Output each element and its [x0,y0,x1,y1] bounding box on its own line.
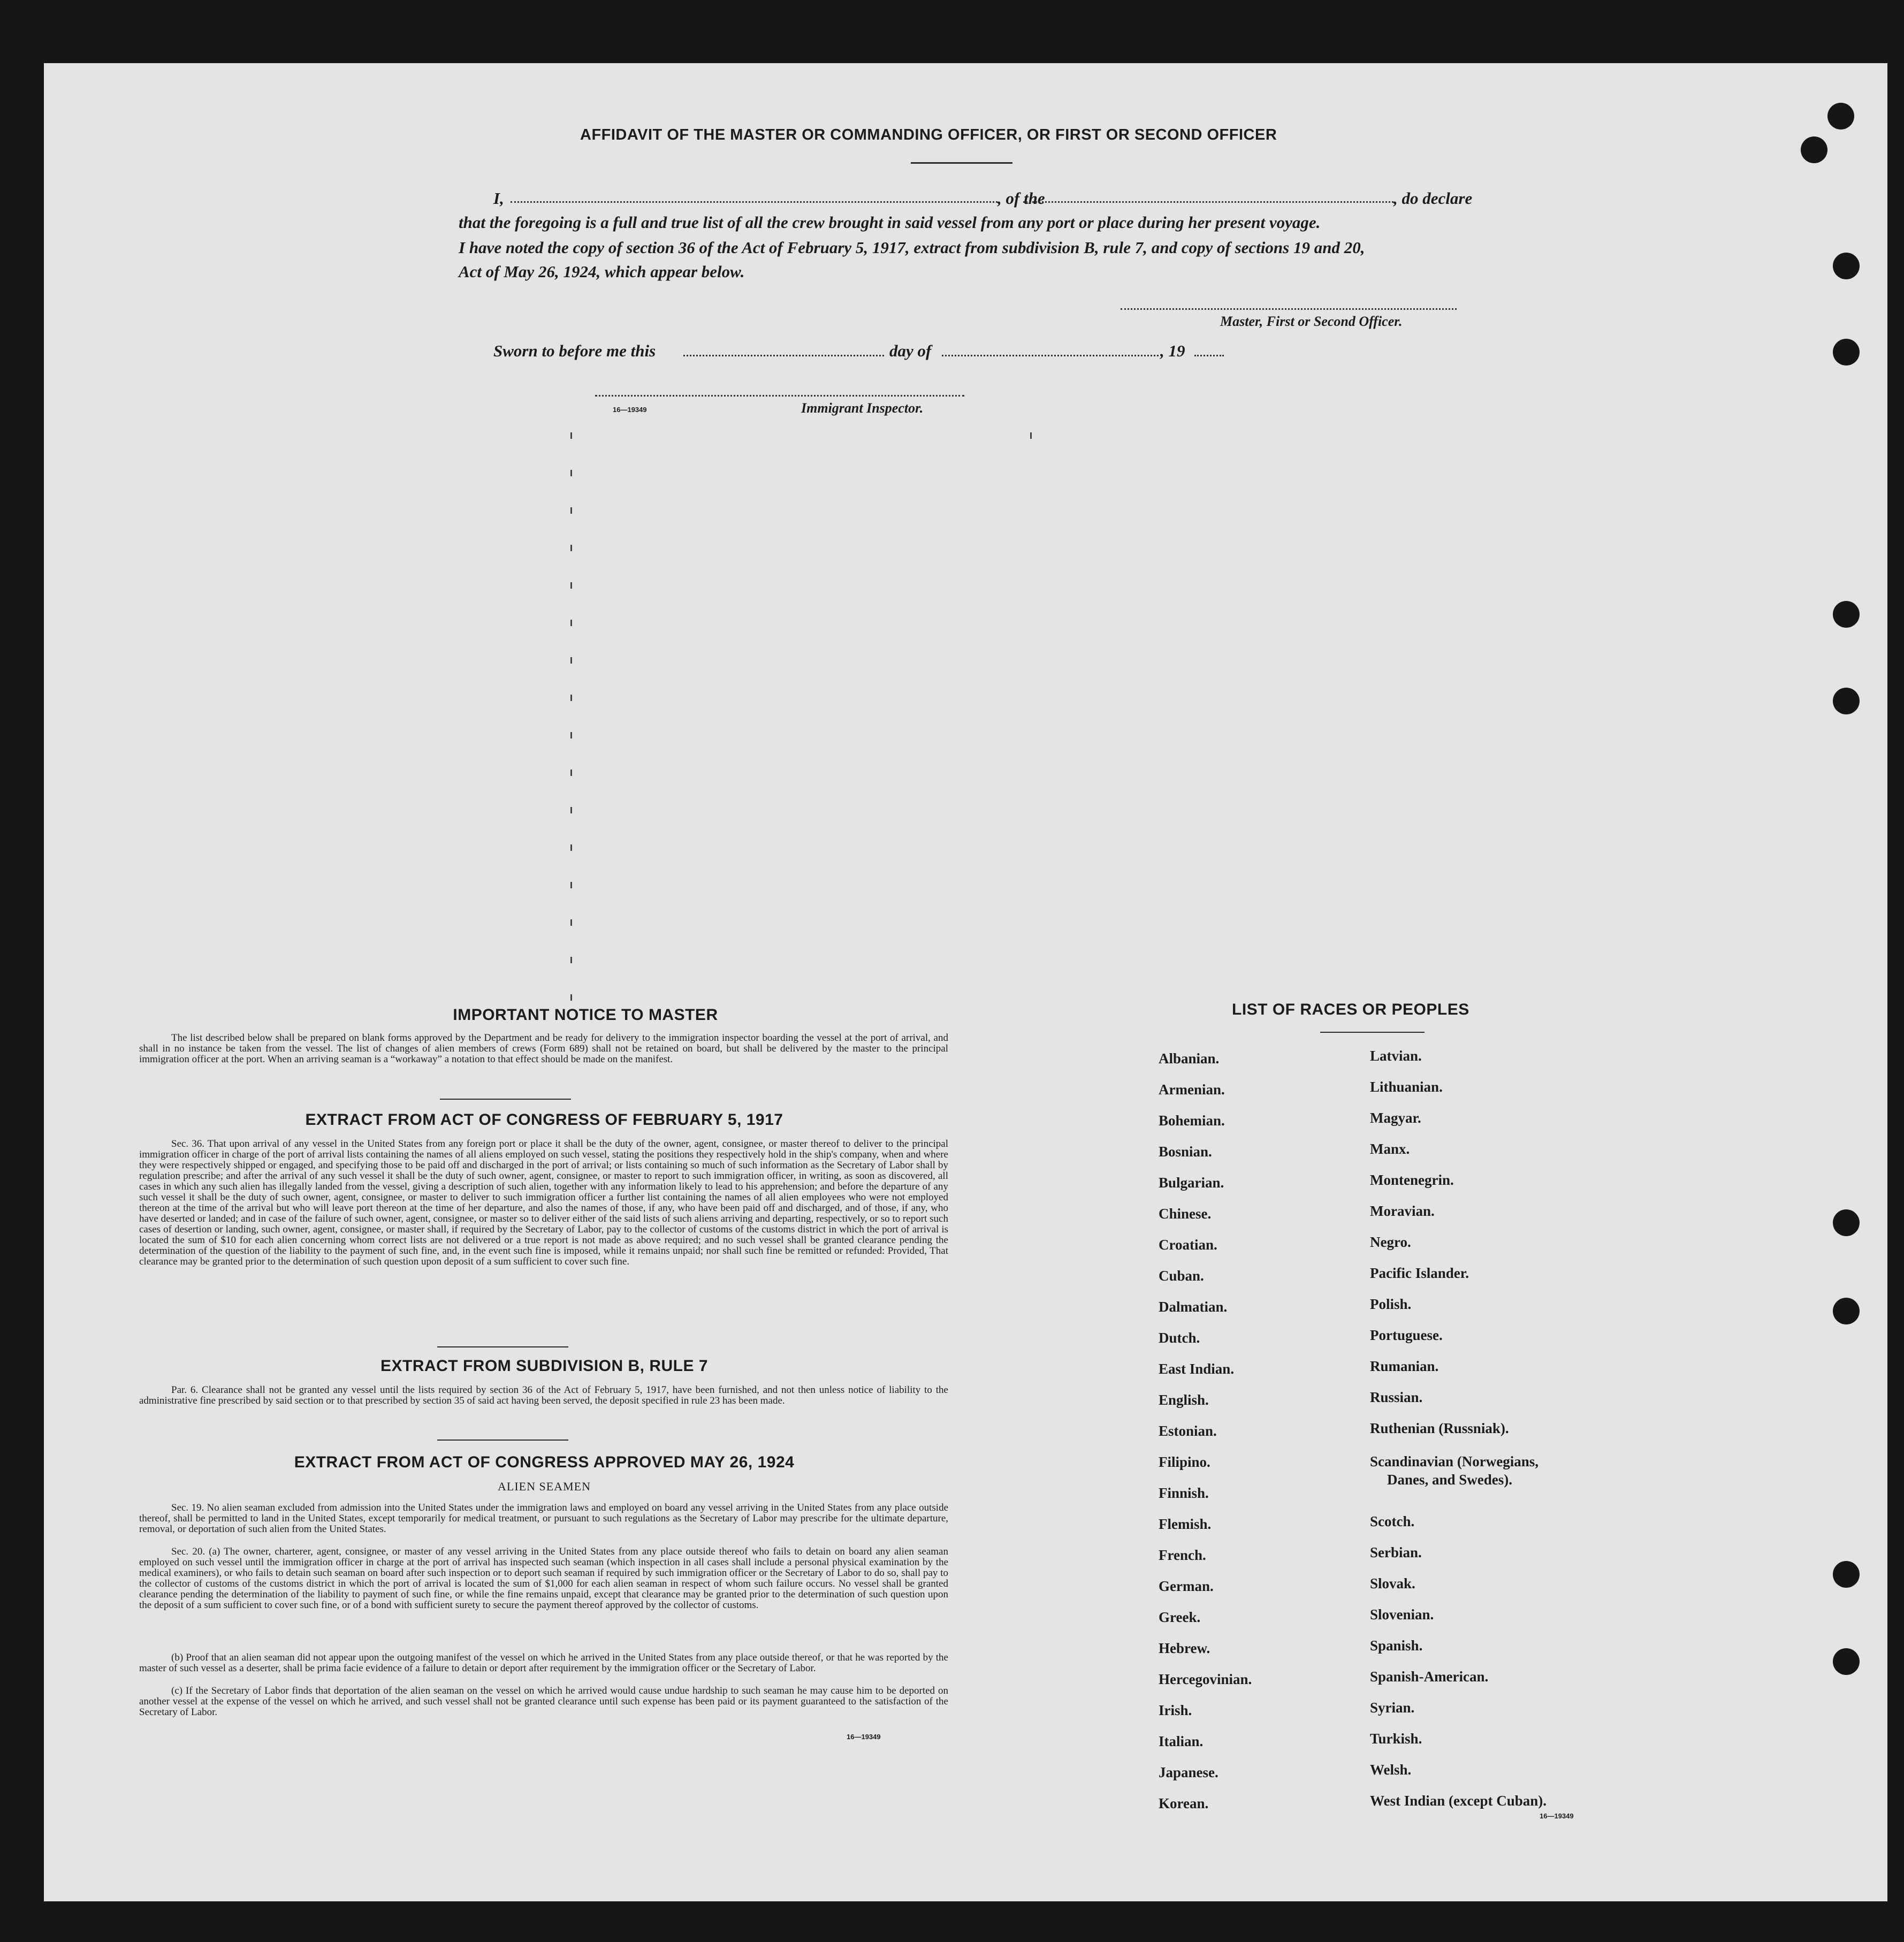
race-right-item: Lithuanian. [1370,1079,1443,1095]
race-left-item: Croatian. [1159,1237,1217,1253]
fold-mark [570,994,572,1001]
binder-hole [1833,688,1860,714]
divider [440,1099,571,1100]
inspector-caption: Immigrant Inspector. [801,400,924,416]
fold-mark [570,432,572,439]
fold-mark [570,545,572,551]
extract-1924-title: EXTRACT FROM ACT OF CONGRESS APPROVED MAY 26, 1924 [294,1453,795,1471]
binder-hole [1833,1298,1860,1324]
race-right-item: Latvian. [1370,1048,1422,1064]
race-left-item: Japanese. [1159,1764,1218,1780]
affidavit-line-3: I have noted the copy of section 36 of the Act of February 5, 1917, extract from subdivision B, rule 7, and copy of sections 19 and 20, [459,238,1365,257]
fold-mark [570,807,572,813]
form-number-races: 16—19349 [1540,1812,1574,1820]
race-left-item: Bohemian. [1159,1113,1225,1129]
extract-1917-title: EXTRACT FROM ACT OF CONGRESS OF FEBRUARY 5, 1917 [305,1111,783,1129]
race-left-item: Greek. [1159,1609,1201,1625]
inspector-line[interactable] [595,395,964,397]
race-left-item: Filipino. [1159,1454,1210,1470]
sec-20a-body: Sec. 20. (a) The owner, charterer, agent, consignee, or master of any vessel arriving in the United States from any place outside thereof who fails to detain on board any alien seaman employed on such vessel until the immigration officer in charge at the port of arrival has inspected such seaman (which inspection in all cases shall include a personal physical examination by the medical examiners), or who fails to detain such seaman on board after such inspection or to deport such seaman if required by such immigration officer or the Secretary of Labor to do so, shall pay to the collector of customs of the customs district in which the port of arrival is located the sum of $1,000 for each alien seaman in respect of whom such failure occurs. No vessel shall be granted clearance pending the determination of the liability to payment of such fine, or while the fine remains unpaid, except that clearance may be granted prior to the determination of such question upon the deposit of a sum sufficient to cover such fine, or of a bond with sufficient surety to secure the payment thereof approved by the collector of customs. [139,1546,948,1611]
fold-mark [570,695,572,701]
race-left-item: French. [1159,1547,1206,1563]
affidavit-line-2: that the foregoing is a full and true list of all the crew brought in said vessel from any port or place during her present voyage. [459,213,1321,232]
race-left-item: Hebrew. [1159,1640,1210,1656]
race-left-item: Armenian. [1159,1082,1225,1098]
races-underline [1320,1032,1425,1033]
race-left-item: Dutch. [1159,1330,1200,1346]
race-left-item: German. [1159,1578,1214,1594]
race-right-item: Russian. [1370,1389,1423,1405]
race-right-item: Slovenian. [1370,1606,1434,1623]
race-right-item: Spanish. [1370,1638,1423,1654]
binder-hole [1833,601,1860,628]
divider [437,1346,568,1347]
i-label: I, [493,189,504,208]
sec-19-body: Sec. 19. No alien seaman excluded from admission into the United States under the immigration laws and employed on board any vessel arriving in the United States from any place outside thereof, shall be permitted to land in the United States, except temporarily for medical treatment, or pursuant to such regulations as the Secretary of Labor may prescribe for the ultimate departure, removal, or deportation of such alien from the United States. [139,1502,948,1535]
race-right-item: Syrian. [1370,1700,1415,1716]
affidavit-title: AFFIDAVIT OF THE MASTER OR COMMANDING OFFICER, OR FIRST OR SECOND OFFICER [580,126,1277,143]
fold-mark [570,582,572,589]
binder-hole [1801,136,1827,163]
signature-line[interactable] [1121,308,1457,310]
races-title: LIST OF RACES OR PEOPLES [1232,1001,1469,1018]
race-right-item: Polish. [1370,1296,1412,1312]
fold-mark [570,732,572,738]
extract-rule7-body: Par. 6. Clearance shall not be granted any vessel until the lists required by section 36 of the Act of February 5, 1917, have been furnished, and not then unless notice of liability to the administrative fine prescribed by said section or to that prescribed by section 35 of said act having been served, the deposit specified in rule 23 has been made. [139,1384,948,1406]
race-right-item: Manx. [1370,1141,1410,1157]
binder-hole [1833,339,1860,365]
race-right-item: Scandinavian (Norwegians, [1370,1453,1539,1469]
fold-mark [570,470,572,476]
race-left-item: Flemish. [1159,1516,1212,1532]
race-right-item: Pacific Islander. [1370,1265,1469,1281]
binder-hole [1833,253,1860,279]
notice-body: The list described below shall be prepared on blank forms approved by the Department and be ready for delivery to the immigration inspector boarding the vessel at the port of arrival, and shall in no instance be taken from the vessel. The list of changes of alien members of crews (Form 689) shall not be retained on board, but shall be delivered by the master to the principal immigration officer at the port. When an arriving seaman is a “workaway” a notation to that effect should be made on the manifest. [139,1032,948,1065]
binder-hole [1833,1209,1860,1236]
fold-mark [570,620,572,626]
extract-1917-body: Sec. 36. That upon arrival of any vessel in the United States from any foreign port or place it shall be the duty of the owner, agent, consignee, or master thereof to deliver to the principal immigration officer in charge of the port of arrival lists containing the names of all aliens employed on such vessel, stating the positions they respectively hold in the ship's company, when and where they were respectively shipped or engaged, and specifying those to be paid off and discharged in the port of arrival; or lists containing so much of such information as the Secretary of Labor shall by regulation prescribe; and after the arrival of any such vessel it shall be the duty of such owner, agent, consignee, or master to report to such immigration officer, in writing, as soon as discovered, all cases in which any such alien has illegally landed from the vessel, giving a description of such alien, together with any information likely to lead to his apprehension; and before the departure of any such vessel it shall be the duty of such owner, agent, consignee, or master to deliver to such immigration officer a further list containing the names of all alien employees who were not employed thereon at the time of the arrival but who will leave port thereon at the time of her departure, and also the names of those, if any, who have been paid off and discharged, and of those, if any, who have deserted or landed; and in case of the failure of such owner, agent, consignee, or master so to deliver either of the said lists of such aliens arriving and departing, respectively, or so to report such cases of desertion or landing, such owner, agent, consignee, or master shall, if required by the Secretary of Labor, pay to the collector of customs of the customs district in which the port of arrival is located the sum of $10 for each alien concerning whom correct lists are not delivered or a true report is not made as above required; and no such vessel shall be granted clearance pending the determination of the question of the liability to the payment of such fine, and, in the event such fine is imposed, while it remains unpaid; nor shall such fine be remitted or refunded: Provided, That clearance may be granted prior to the determination of such question upon deposit of a sum sufficient to cover such fine. [139,1138,948,1267]
fold-mark [570,507,572,514]
extract-rule7-title: EXTRACT FROM SUBDIVISION B, RULE 7 [380,1357,709,1375]
sec-20b-body: (b) Proof that an alien seaman did not appear upon the outgoing manifest of the vessel on which he arrived in the United States from any place outside thereof, or that he was reported by the master of such vessel as a deserter, shall be prima facie evidence of a failure to detain or deport after requirement by the immigration officer or the Secretary of Labor. [139,1652,948,1674]
race-right-item: Portuguese. [1370,1327,1443,1343]
race-right-item: Moravian. [1370,1203,1435,1219]
fold-mark [570,770,572,776]
race-right-item: Ruthenian (Russniak). [1370,1420,1509,1436]
binder-hole [1833,1561,1860,1588]
race-left-item: Italian. [1159,1733,1204,1749]
affidavit-line-4: Act of May 26, 1924, which appear below. [459,262,745,281]
race-left-item: Albanian. [1159,1050,1220,1067]
divider [437,1440,568,1441]
sworn-year-line[interactable] [1194,355,1224,356]
fold-mark [570,657,572,664]
fold-mark [570,882,572,888]
sworn-label: Sworn to before me this [493,341,656,360]
race-left-item: Dalmatian. [1159,1299,1228,1315]
form-sheet [44,63,1887,1901]
race-left-item: Chinese. [1159,1206,1212,1222]
fold-mark [570,844,572,851]
fold-mark [1030,432,1032,439]
day-of-label: day of [889,341,932,360]
race-right-item: Scotch. [1370,1513,1415,1529]
race-left-item: Cuban. [1159,1268,1204,1284]
sworn-day-line[interactable] [683,355,884,356]
notice-title: IMPORTANT NOTICE TO MASTER [453,1006,718,1024]
race-right-item: Spanish-American. [1370,1669,1489,1685]
name-line[interactable] [511,201,997,203]
title-underline [911,162,1012,164]
race-right-item: Magyar. [1370,1110,1421,1126]
race-left-item: English. [1159,1392,1209,1408]
race-right-item: Slovak. [1370,1575,1415,1591]
race-right-item: Welsh. [1370,1762,1412,1778]
of-the-label: , of the [997,189,1045,208]
form-number-middle: 16—19349 [847,1733,881,1741]
race-left-item: Bosnian. [1159,1144,1212,1160]
race-left-item: Korean. [1159,1795,1209,1811]
race-left-item: Estonian. [1159,1423,1217,1439]
fold-mark [570,957,572,963]
race-right-item: Danes, and Swedes). [1387,1472,1513,1488]
vessel-line[interactable] [1023,201,1393,203]
alien-seamen-subtitle: ALIEN SEAMEN [498,1480,591,1493]
sec-20c-body: (c) If the Secretary of Labor finds that deportation of the alien seaman on the vessel on which he arrived would cause undue hardship to such seaman he may cause him to be deported on another vessel at the expense of the vessel on which he arrived, and such vessel shall not be granted clearance until such expense has been paid or its payment guaranteed to the satisfaction of the Secretary of Labor. [139,1685,948,1718]
race-left-item: East Indian. [1159,1361,1235,1377]
race-left-item: Hercegovinian. [1159,1671,1252,1687]
race-right-item: Negro. [1370,1234,1411,1250]
race-left-item: Bulgarian. [1159,1175,1224,1191]
race-right-item: Rumanian. [1370,1358,1439,1374]
race-right-item: Serbian. [1370,1544,1422,1560]
race-left-item: Irish. [1159,1702,1192,1718]
year-label: , 19 [1160,341,1185,360]
sworn-month-line[interactable] [942,355,1159,356]
form-number-top: 16—19349 [613,406,647,414]
binder-hole [1827,103,1854,130]
race-right-item: Turkish. [1370,1731,1422,1747]
fold-mark [570,919,572,926]
race-left-item: Finnish. [1159,1485,1209,1501]
declare-label: , do declare [1393,189,1473,208]
race-right-item: West Indian (except Cuban). [1370,1793,1547,1809]
race-right-item: Montenegrin. [1370,1172,1454,1188]
signature-caption: Master, First or Second Officer. [1220,314,1403,329]
binder-hole [1833,1648,1860,1675]
